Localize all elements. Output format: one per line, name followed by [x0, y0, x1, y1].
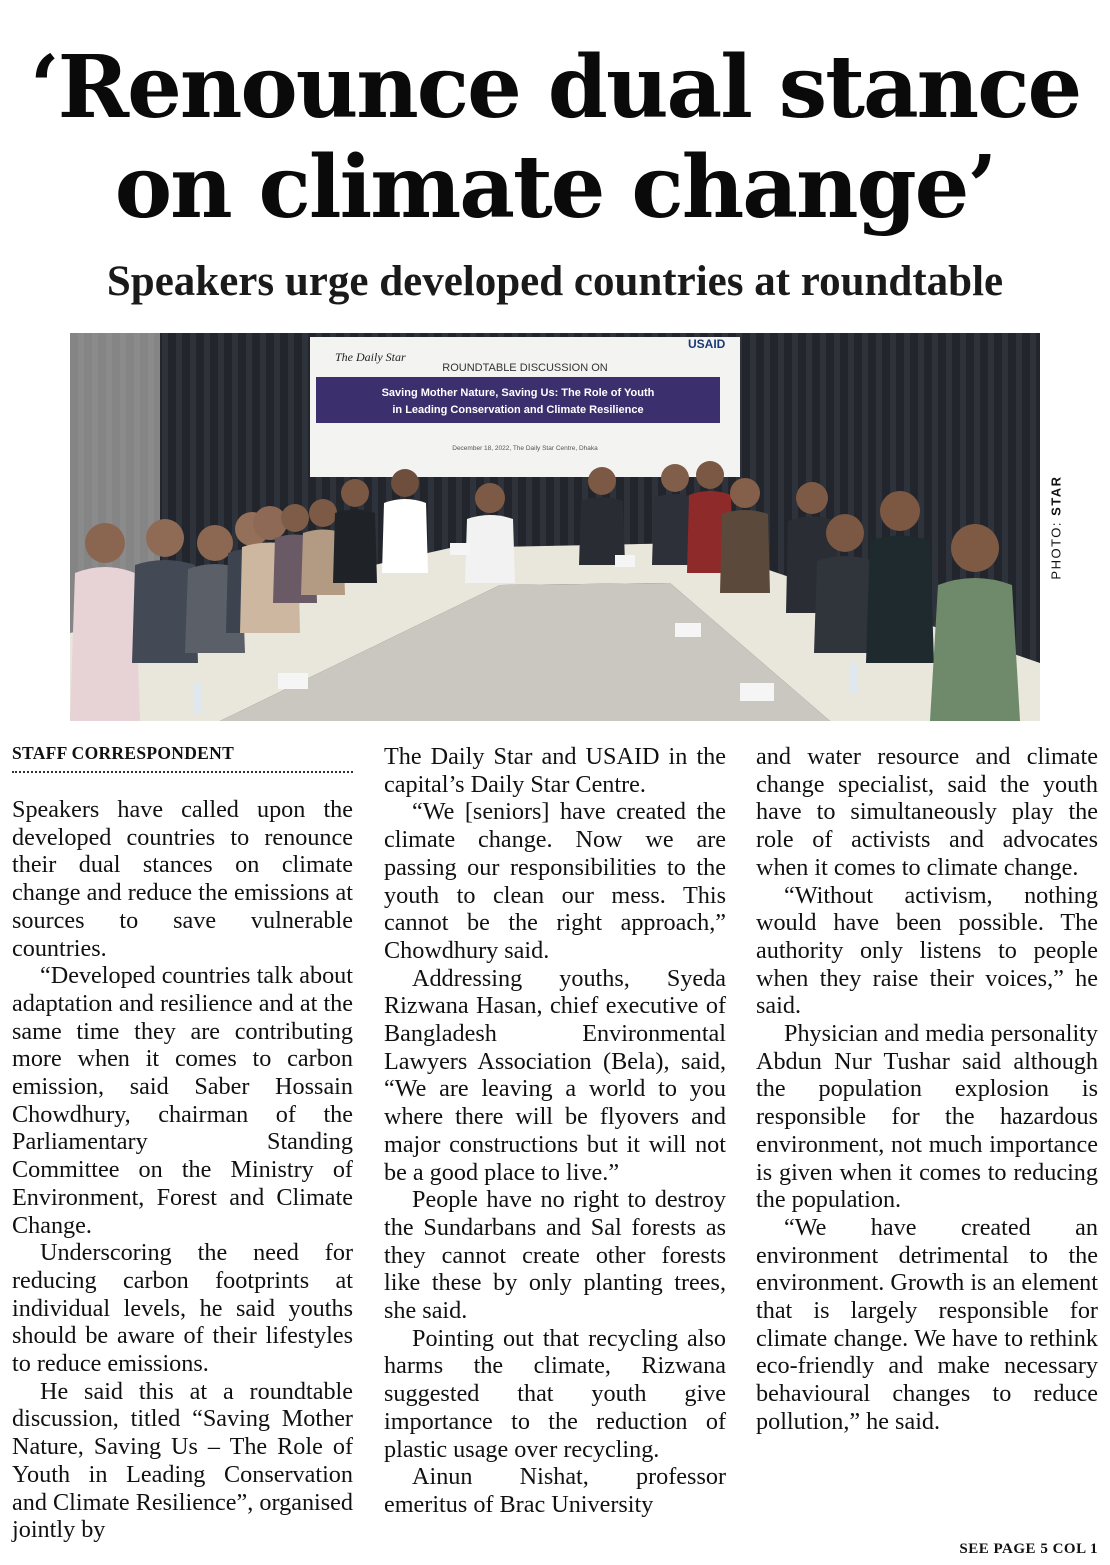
- headline: ‘Renounce dual stance on climate change’: [29, 37, 1081, 238]
- paragraph: Pointing out that recycling also harms the climate, Rizwana suggested that youth give importance to the reduction of plastic usage over recycling.: [384, 1324, 726, 1463]
- paragraph: “Developed countries talk about adaptation and resilience and at the same time they are contributing more when it comes to carbon emission, said Saber Hossain Chowdhury, chairman of the Parliamentary Standing Committee on the Ministry of Environment, Forest and Climate Change.: [12, 962, 353, 1239]
- banner-title-line1: Saving Mother Nature, Saving Us: The Role of Youth: [381, 387, 655, 399]
- subheadline: Speakers urge developed countries at roundtable: [106, 258, 1004, 305]
- paragraph: People have no right to destroy the Sundarbans and Sal forests as they cannot create other forests like these by only planting trees, she said.: [384, 1186, 726, 1325]
- event-banner: [310, 337, 740, 477]
- byline: STAFF CORRESPONDENT: [12, 743, 353, 773]
- roundtable-scene: [70, 333, 1040, 721]
- paragraph: “We [seniors] have created the climate change. Now we are passing our responsibilities to the youth to clean our mess. This cannot be the right approach,” Chowdhury said.: [384, 798, 726, 964]
- banner-title-line2: in Leading Conservation and Climate Resilience: [392, 404, 644, 416]
- continued-notice[interactable]: SEE PAGE 5 COL 1: [959, 1541, 1098, 1557]
- paragraph: “Without activism, nothing would have been possible. The authority only listens to people when they raise their voices,” he said.: [756, 881, 1098, 1020]
- paragraph: “We have created an environment detrimental to the environment. Growth is an element that is largely responsible for climate change. We have to rethink eco-friendly and make necessary behavioural changes to reduce pollution,” he said.: [756, 1213, 1098, 1435]
- paragraph: Ainun Nishat, professor emeritus of Brac University: [384, 1463, 726, 1518]
- paragraph: He said this at a roundtable discussion, titled “Saving Mother Nature, Saving Us – The Role of Youth in Leading Conservation and Climate Resilience”, organised jointly by: [12, 1377, 353, 1544]
- paragraph: Underscoring the need for reducing carbon footprints at individual levels, he said youths should be aware of their lifestyles to reduce emissions.: [12, 1239, 353, 1378]
- banner-heading: ROUNDTABLE DISCUSSION ON: [442, 362, 608, 374]
- paragraph: Addressing youths, Syeda Rizwana Hasan, chief executive of Bangladesh Environmental Lawyers Association (Bela), said, “We are leaving a world to you where there will be flyovers and major constructions but it will not be a good place to live.”: [384, 964, 726, 1186]
- paragraph: The Daily Star and USAID in the capital’s Daily Star Centre.: [384, 743, 726, 798]
- roundtable-photo: [70, 333, 1040, 721]
- paragraph: Speakers have called upon the developed countries to renounce their dual stances on climate change and reduce the emissions at sources to save vulnerable countries.: [12, 796, 353, 962]
- photo-credit-label: PHOTO:: [1048, 520, 1064, 580]
- photo-credit: [1045, 333, 1067, 721]
- article-column-3: [756, 743, 1098, 1436]
- paragraph: and water resource and climate change specialist, said the youth have to simultaneously play the role of activists and advocates when it comes to climate change.: [756, 743, 1098, 881]
- banner-logo-left: The Daily Star: [335, 350, 406, 364]
- article-column-1: [12, 796, 353, 1544]
- banner-date-venue: December 18, 2022, The Daily Star Centre, Dhaka: [452, 445, 598, 452]
- banner-logo-right: USAID: [688, 337, 726, 351]
- paragraph: Physician and media personality Abdun Nur Tushar said although the population explosion is responsible for the hazardous environment, not much importance is given when it comes to reducing the population.: [756, 1020, 1098, 1214]
- photo-credit-source: STAR: [1048, 474, 1064, 516]
- article-column-2: [384, 743, 726, 1519]
